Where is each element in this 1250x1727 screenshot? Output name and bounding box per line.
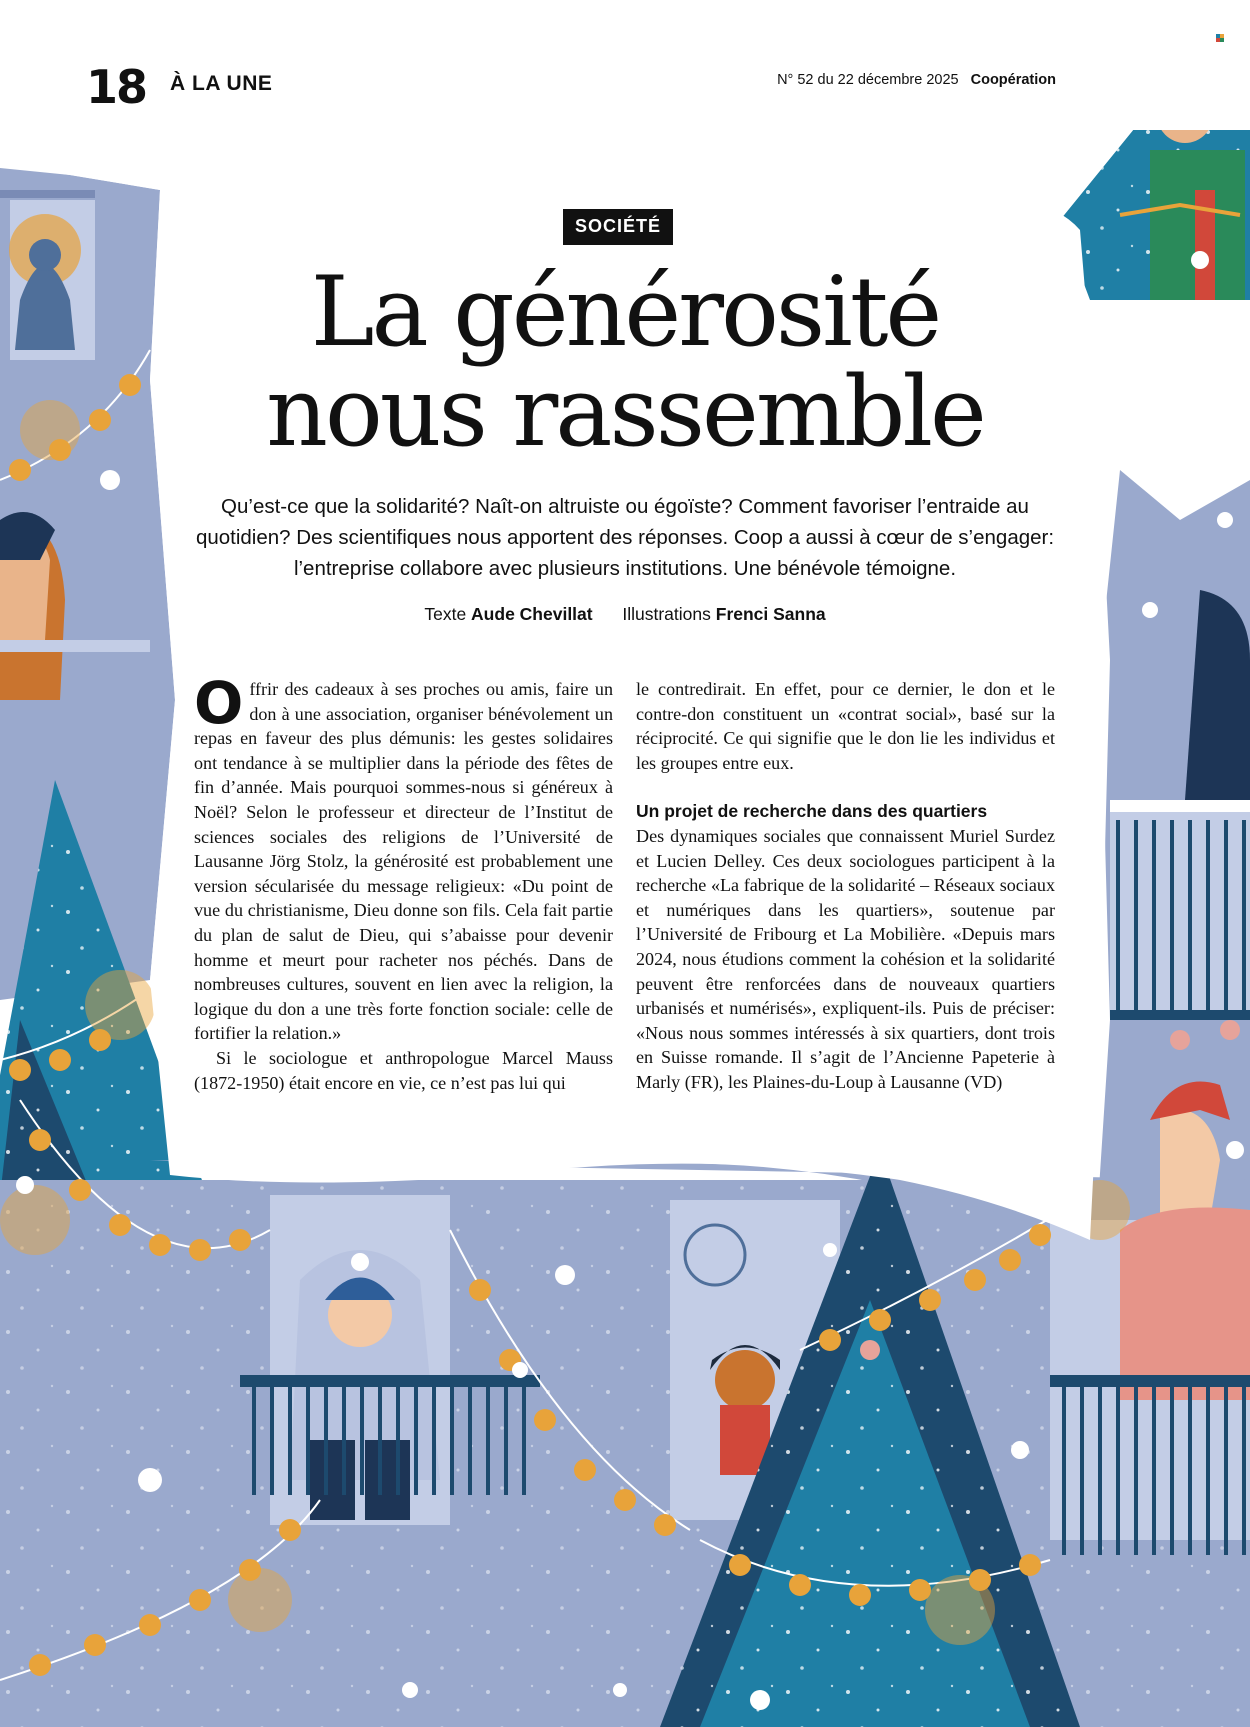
article-subheading: Un projet de recherche dans des quartiers <box>636 801 988 822</box>
paragraph-2-start: Si le sociologue et anthropologue Marcel Mauss (1872-1950) était encore en vie, ce n’est pas lui qui <box>194 1047 613 1093</box>
article-title <box>225 256 1025 468</box>
publication-name: Coopération <box>970 72 1056 88</box>
title-line-2: nous rassemble <box>266 356 984 468</box>
article-credits <box>250 604 1000 625</box>
article-column-left <box>194 669 613 1095</box>
section-label: À LA UNE <box>170 72 273 95</box>
paragraph-2-end: le contredirait. En effet, pour ce dernier, le don et le contre-don constituent un «contrat social», basé sur la réciprocité. Ce qui signifie que le don lie les individus et les groupes entre eux. <box>636 679 1055 773</box>
page-number: 18 <box>86 60 147 114</box>
issue-date: N° 52 du 22 décembre 2025 <box>777 72 959 88</box>
category-badge: SOCIÉTÉ <box>563 209 673 245</box>
illustrations-label: Illustrations <box>622 604 711 624</box>
title-line-1: La générosité <box>310 256 940 368</box>
text-label: Texte <box>424 604 467 624</box>
paragraph-3: Des dynamiques sociales que connaissent Muriel Surdez et Lucien Delley. Ces deux sociologues participent à la recherche «La fabrique de la solidarité – Réseaux sociaux et numériques dans les quartiers», soutenue par l’Université de Fribourg et La Mobilière. «Depuis mars 2024, nous étudions comment la cohésion et la solidarité peuvent être renforcées dans de nouveaux quartiers urbanisés et numérisés», expliquent-ils. Puis de préciser: «Nous nous sommes intéressés à six quartiers, dont trois en Suisse romande. Il s’agit de l’Ancienne Papeterie à Marly (FR), les Plaines-du-Loup à Lausanne (VD) <box>636 825 1055 1092</box>
issue-info <box>777 72 1056 88</box>
author-name: Aude Chevillat <box>471 604 593 624</box>
illustrator-name: Frenci Sanna <box>715 604 826 624</box>
paragraph-1-text: ffrir des cadeaux à ses proches ou amis, faire un don à une association, organiser bénévolement un repas en faveur des plus démunis: les gestes solidaires ont tendance à se multiplier dans la période des fêtes de fin d’année. Mais pourquoi sommes-nous si généreux à Noël? Selon le professeur et directeur de l’Institut de sciences sociales des religions de l’Université de Lausanne Jörg Stolz, la générosité est probablement une version sécularisée du message religieux: «Du point de vue du christianisme, Dieu donne son fils. Cela fait partie du plan de salut de Dieu, qui s’abaisse pour devenir homme et meurt pour racheter nos péchés. Dans de nombreuses cultures, souvent en lien avec la religion, la logique du don a une très forte fonction sociale: celle de fortifier la relation.» <box>194 679 613 1044</box>
article-lead: Qu’est-ce que la solidarité? Naît-on altruiste ou égoïste? Comment favoriser l’entraide au quotidien? Des scientifiques nous apportent des réponses. Coop a aussi à cœur de s’engager: l’entreprise collabore avec plusieurs institutions. Une bénévole témoigne. <box>195 495 1055 580</box>
article-column-right <box>636 677 1055 1095</box>
paragraph-1 <box>194 669 613 1046</box>
drop-cap: O <box>194 669 244 737</box>
